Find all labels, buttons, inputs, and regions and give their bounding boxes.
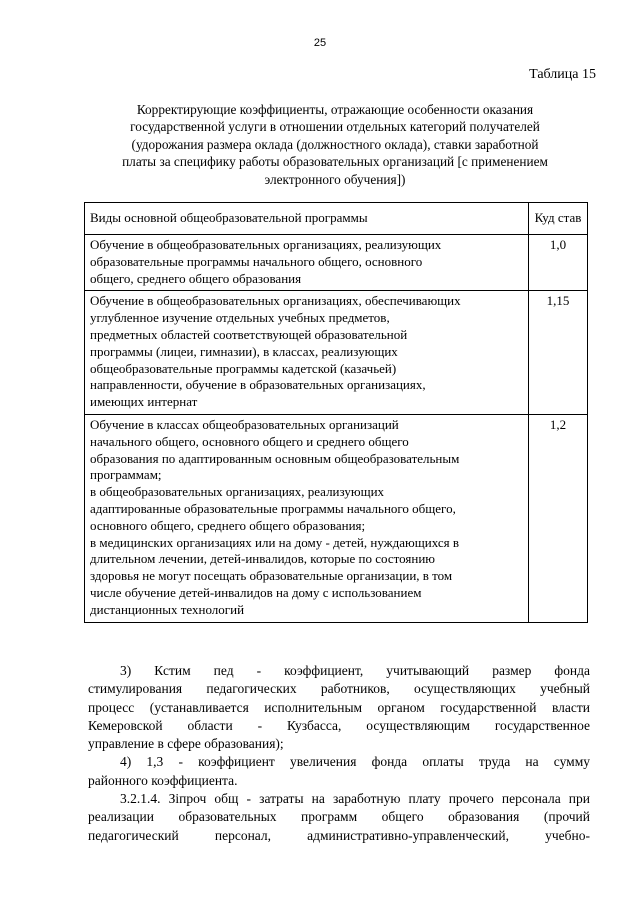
caption-line: Корректирующие коэффициенты, отражающие особенности оказания xyxy=(136,102,534,117)
caption-line: государственной услуги в отношении отдельных категорий получателей xyxy=(130,119,540,135)
coefficients-table xyxy=(84,202,588,623)
paragraph-3-2-1-4 xyxy=(88,790,590,845)
row-coefficient-value: 1,15 xyxy=(529,291,588,415)
row-line: адаптированные образовательные программы начального общего, xyxy=(90,500,456,516)
table-row xyxy=(85,235,588,291)
paragraph-line: Кемеровской области - Кузбасса, осуществляющим государственное xyxy=(88,717,590,733)
row-line: Обучение в общеобразовательных организациях, реализующих xyxy=(90,237,442,252)
caption-line: платы за специфику работы образовательных организаций [с применением xyxy=(122,154,548,170)
row-program-description xyxy=(85,291,529,415)
row-line: имеющих интернат xyxy=(90,394,198,410)
table-row xyxy=(85,414,588,622)
row-line: в медицинских организациях или на дому - детей, нуждающихся в xyxy=(90,534,459,550)
row-line: числе обучение детей-инвалидов на дому с использованием xyxy=(90,584,422,600)
row-line: предметных областей соответствующей образовательной xyxy=(90,326,408,342)
row-line: углубленное изучение отдельных учебных предметов, xyxy=(90,310,390,326)
body-text xyxy=(88,662,590,845)
paragraph-line: процесс (устанавливается исполнительным органом государственной власти xyxy=(88,699,590,715)
row-line: основного общего, среднего общего образования; xyxy=(90,517,366,533)
header-program-type: Виды основной общеобразовательной программы xyxy=(85,203,529,235)
paragraph-item-4 xyxy=(88,753,590,790)
row-line: длительном лечении, детей-инвалидов, которые по состоянию xyxy=(90,551,435,567)
page-number: 25 xyxy=(313,37,327,49)
paragraph-line: управление в сфере образования); xyxy=(88,736,284,752)
caption-line: электронного обучения]) xyxy=(264,171,406,187)
row-line: направленности, обучение в образовательных организациях, xyxy=(90,377,426,393)
paragraph-line: 3.2.1.4. Зiпроч общ - затраты на заработную плату прочего персонала при xyxy=(120,791,590,807)
paragraph-line: 4) 1,3 - коэффициент увеличения фонда оплаты труда на сумму xyxy=(120,754,590,770)
row-line: общего, среднего общего образования xyxy=(90,270,302,286)
paragraph-line: районного коэффициента. xyxy=(88,772,238,788)
row-line: Обучение в общеобразовательных организациях, обеспечивающих xyxy=(90,293,461,309)
table-row xyxy=(85,291,588,415)
row-line: программы (лицеи, гимназии), в классах, реализующих xyxy=(90,343,398,359)
row-line: дистанционных технологий xyxy=(90,601,245,617)
paragraph-item-3 xyxy=(88,662,590,753)
caption-line: (удорожания размера оклада (должностного оклада), ставки заработной xyxy=(131,136,539,152)
row-line: здоровья не могут посещать образовательные организации, в том xyxy=(90,568,453,584)
table-label: Таблица 15 xyxy=(529,67,596,82)
row-line: программам; xyxy=(90,467,162,483)
row-line: образования по адаптированным основным общеобразовательным xyxy=(90,450,460,466)
paragraph-line: 3) Кстим пед - коэффициент, учитывающий размер фонда xyxy=(120,663,590,678)
paragraph-line: педагогический персонал, административно-управленческий, учебно- xyxy=(88,827,590,843)
row-program-description xyxy=(85,414,529,622)
paragraph-line: стимулирования педагогических работников, осуществляющих учебный xyxy=(88,681,590,697)
row-line: Обучение в классах общеобразовательных организаций xyxy=(90,416,399,432)
row-program-description xyxy=(85,235,529,291)
row-coefficient-value: 1,0 xyxy=(529,235,588,291)
table-caption xyxy=(86,101,584,188)
header-coefficient: Куд став xyxy=(529,203,588,235)
row-line: общеобразовательные программы кадетской (казачьей) xyxy=(90,360,397,376)
paragraph-line: реализации образовательных программ общего образования (прочий xyxy=(88,809,590,825)
table-header-row xyxy=(85,203,588,235)
row-line: образовательные программы начального общего, основного xyxy=(90,253,423,269)
row-coefficient-value: 1,2 xyxy=(529,414,588,622)
row-line: в общеобразовательных организациях, реализующих xyxy=(90,484,385,500)
row-line: начального общего, основного общего и среднего общего xyxy=(90,433,409,449)
